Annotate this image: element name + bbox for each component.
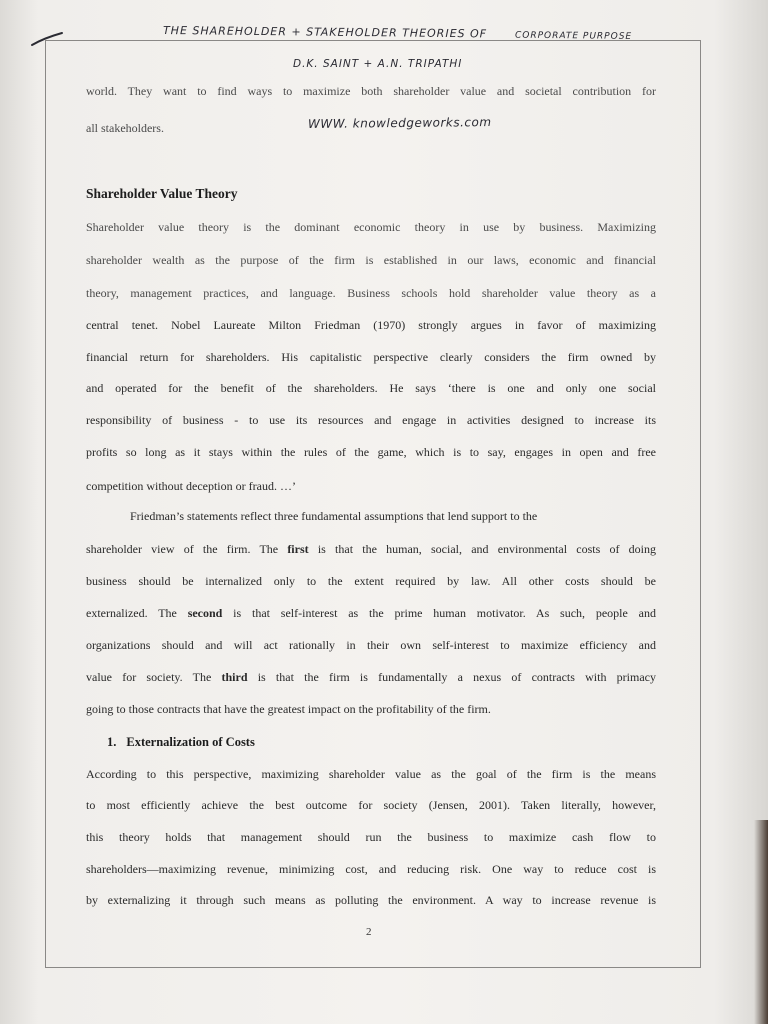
paragraph-line: competition without deception or fraud. …’: [86, 479, 296, 493]
handwritten-title-main: THE SHAREHOLDER + STAKEHOLDER THEORIES OF: [162, 24, 488, 41]
page-number: 2: [366, 926, 372, 938]
emphasis-second: second: [187, 606, 223, 620]
text-span: is that the human, social, and environmental costs of doing: [308, 542, 656, 556]
paragraph-line: shareholders—maximizing revenue, minimizing cost, and reducing risk. One way to reduce cost is: [86, 862, 656, 876]
paragraph-line: business should be internalized only to the extent required by law. All other costs should be: [86, 574, 656, 588]
page-border: [45, 40, 701, 968]
subsection-number: 1.: [107, 735, 117, 749]
emphasis-third: third: [221, 670, 248, 684]
text-span: is that self-interest as the prime human motivator. As such, people and: [222, 606, 656, 620]
paragraph-line: this theory holds that management should run the business to maximize cash flow to: [86, 830, 656, 844]
paragraph-line: responsibility of business - to use its resources and engage in activities designed to increase its: [86, 413, 656, 427]
handwritten-url: WWW. knowledgeworks.com: [307, 115, 492, 131]
paragraph-line: Shareholder value theory is the dominant economic theory in use by business. Maximizing: [86, 220, 656, 234]
paragraph-line: theory, management practices, and language. Business schools hold shareholder value theory as a: [86, 286, 656, 300]
paragraph-line: Friedman’s statements reflect three fundamental assumptions that lend support to the: [130, 509, 538, 523]
paragraph-line: shareholder wealth as the purpose of the firm is established in our laws, economic and financial: [86, 253, 656, 267]
paragraph-line: [86, 606, 656, 620]
paragraph-line: and operated for the benefit of the shareholders. He says ‘there is one and only one social: [86, 381, 656, 395]
paragraph-line: [86, 542, 656, 556]
paragraph-line: to most efficiently achieve the best outcome for society (Jensen, 2001). Taken literally, however,: [86, 798, 656, 812]
paragraph-line: central tenet. Nobel Laureate Milton Friedman (1970) strongly argues in favor of maximizing: [86, 318, 656, 332]
handwritten-title-right: CORPORATE PURPOSE: [514, 30, 633, 42]
paragraph-line: by externalizing it through such means as polluting the environment. A way to increase revenue is: [86, 893, 656, 907]
handwritten-authors: D.K. SAINT + A.N. TRIPATHI: [293, 58, 463, 70]
text-span: shareholder view of the firm. The: [86, 542, 288, 556]
subsection-title: Externalization of Costs: [126, 735, 255, 749]
paragraph-line: [86, 670, 656, 684]
text-span: externalized. The: [86, 606, 188, 620]
section-heading: Shareholder Value Theory: [86, 186, 238, 201]
paragraph-line: going to those contracts that have the greatest impact on the profitability of the firm.: [86, 702, 491, 716]
intro-line: world. They want to find ways to maximize both shareholder value and societal contribution for: [86, 84, 656, 98]
paragraph-line: financial return for shareholders. His capitalistic perspective clearly considers the firm owned by: [86, 350, 656, 364]
edge-shadow: [754, 820, 768, 1024]
intro-line: all stakeholders.: [86, 121, 164, 135]
paragraph-line: profits so long as it stays within the rules of the game, which is to say, engages in open and free: [86, 445, 656, 459]
emphasis-first: first: [287, 542, 309, 556]
text-span: is that the firm is fundamentally a nexus of contracts with primacy: [247, 670, 656, 684]
subsection-heading: [107, 735, 255, 750]
paragraph-line: According to this perspective, maximizing shareholder value as the goal of the firm is the means: [86, 767, 656, 781]
text-span: value for society. The: [86, 670, 222, 684]
paragraph-line: organizations should and will act rationally in their own self-interest to maximize efficiency and: [86, 638, 656, 652]
